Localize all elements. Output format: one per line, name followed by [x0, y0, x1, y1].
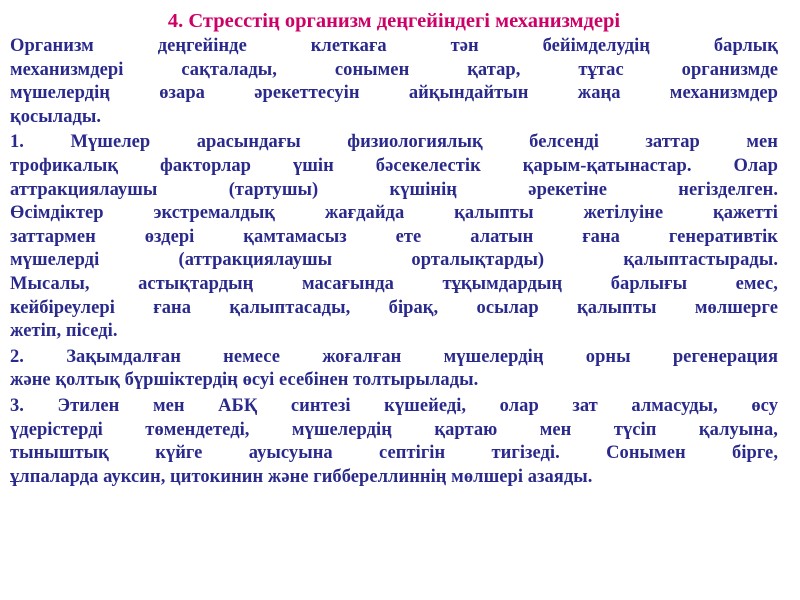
paragraph-line: Өсімдіктер экстремалдық жағдайда қалыпты жетілуіне қажетті — [10, 203, 778, 224]
paragraph-line: кейбіреулері ғана қалыптасады, бірақ, осылар қалыпты мөлшерге — [10, 297, 778, 318]
point-2-paragraph — [10, 346, 778, 393]
paragraph-line: жетіп, піседі. — [10, 321, 118, 342]
point-1-paragraph — [10, 131, 778, 343]
point-3-paragraph — [10, 395, 778, 489]
paragraph-line: 3. Этилен мен АБҚ синтезі күшейеді, олар зат алмасуды, өсу — [10, 395, 778, 416]
paragraph-line: және қолтық бүршіктердің өсуі есебінен толтырылады. — [10, 370, 479, 391]
slide-body — [10, 35, 778, 489]
paragraph-line: трофикалық факторлар үшін бәсекелестік қарым-қатынастар. Олар — [10, 155, 778, 176]
paragraph-line: тыныштық күйге ауысуына септігін тигізеді. Сонымен бірге, — [10, 443, 778, 464]
paragraph-line: ұлпаларда ауксин, цитокинин және гиббереллиннің мөлшері азаяды. — [10, 466, 593, 487]
paragraph-line: Организм деңгейінде клеткаға тән бейімделудің барлық — [10, 36, 778, 56]
paragraph-line: мүшелерді (аттракциялаушы орталықтарды) қалыптастырады. — [10, 250, 778, 271]
paragraph-line: мүшелердің өзара әрекеттесуін айқындайтын жаңа механизмдер — [10, 83, 778, 104]
paragraph-line: 2. Зақымдалған немесе жоғалған мүшелердің орны регенерация — [10, 346, 778, 367]
paragraph-line: механизмдері сақталады, сонымен қатар, тұтас организмде — [10, 59, 778, 80]
paragraph-line: заттармен өздері қамтамасыз ете алатын ғана генеративтік — [10, 226, 778, 247]
paragraph-line: Мысалы, астықтардың масағында тұқымдардың барлығы емес, — [10, 273, 778, 294]
intro-paragraph — [10, 35, 778, 129]
paragraph-line: аттракциялаушы (тартушы) күшінің әрекетіне негізделген. — [10, 179, 778, 200]
paragraph-line: қосылады. — [10, 106, 102, 127]
slide-title: 4. Стресстің организм деңгейіндегі механизмдері — [167, 10, 621, 32]
paragraph-line: үдерістерді төмендетеді, мүшелердің қартаю мен түсіп қалуына, — [10, 419, 778, 440]
paragraph-line: 1. Мүшелер арасындағы физиологиялық белсенді заттар мен — [10, 132, 778, 153]
